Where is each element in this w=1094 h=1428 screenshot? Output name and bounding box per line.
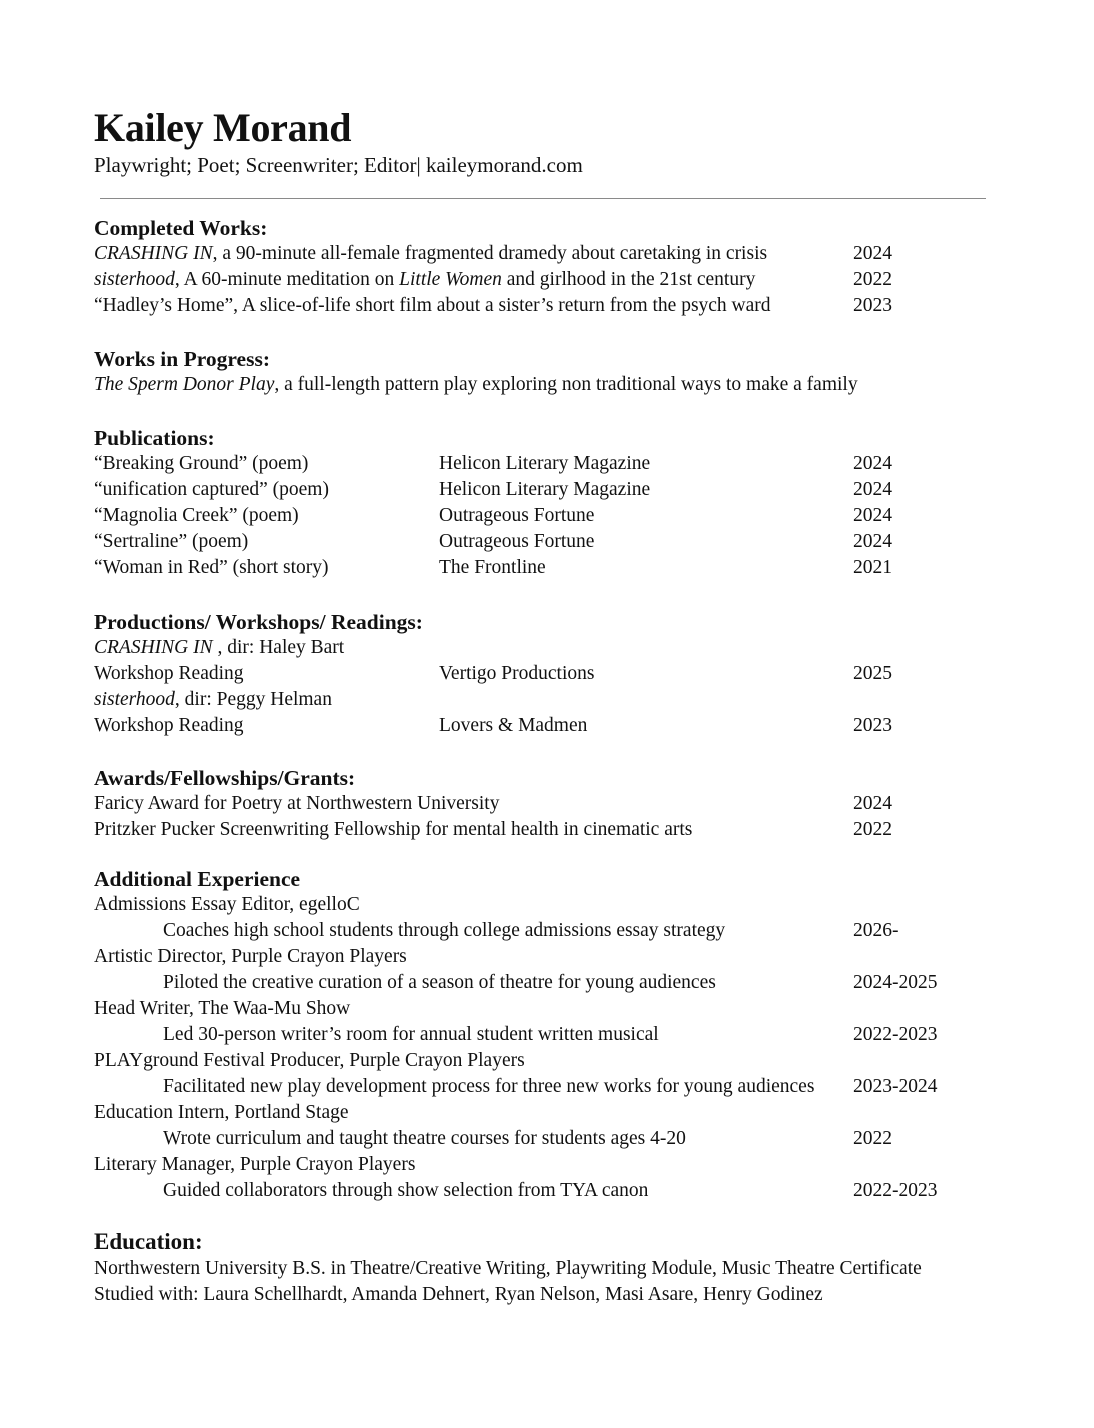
role-title: Artistic Director, Purple Crayon Players [94, 946, 407, 967]
role-description: Led 30-person writer’s room for annual student written musical [163, 1024, 659, 1045]
production-title: sisterhood [94, 689, 175, 710]
work-title: sisterhood [94, 269, 175, 290]
production-detail-row [94, 661, 974, 687]
publication-year: 2024 [853, 505, 892, 526]
publication-item [94, 529, 974, 555]
experience-detail [94, 1178, 974, 1204]
work-title: CRASHING IN [94, 243, 213, 264]
role-title: Literary Manager, Purple Crayon Players [94, 1154, 416, 1175]
education-teachers: Studied with: Laura Schellhardt, Amanda Dehnert, Ryan Nelson, Masi Asare, Henry Godinez [94, 1284, 823, 1305]
header-divider [100, 198, 986, 199]
production-director: , dir: Haley Bart [217, 637, 345, 658]
publication-year: 2024 [853, 453, 892, 474]
production-year: 2025 [853, 663, 892, 684]
publication-item [94, 503, 974, 529]
experience-role [94, 944, 974, 970]
experience-role [94, 1100, 974, 1126]
work-item [94, 293, 974, 319]
production-company: Vertigo Productions [439, 663, 595, 684]
productions-section [94, 609, 974, 739]
section-heading: Education: [94, 1229, 203, 1254]
production-type: Workshop Reading [94, 715, 244, 736]
publication-title: “Magnolia Creek” (poem) [94, 505, 299, 526]
role-title: Education Intern, Portland Stage [94, 1102, 349, 1123]
production-year: 2023 [853, 715, 892, 736]
award-item [94, 817, 974, 843]
education-line [94, 1282, 974, 1308]
production-title-row [94, 687, 974, 713]
experience-detail [94, 918, 974, 944]
work-item [94, 267, 974, 293]
section-heading: Publications: [94, 426, 215, 450]
role-title: Admissions Essay Editor, egelloC [94, 894, 360, 915]
publication-venue: Helicon Literary Magazine [439, 453, 651, 474]
work-year: 2023 [853, 295, 892, 316]
work-description: “Hadley’s Home”, A slice-of-life short film about a sister’s return from the psych ward [94, 295, 771, 316]
section-heading: Works in Progress: [94, 347, 270, 371]
resume-name: Kailey Morand [94, 105, 352, 150]
role-title: Head Writer, The Waa-Mu Show [94, 998, 351, 1019]
work-year: 2022 [853, 269, 892, 290]
publication-venue: Outrageous Fortune [439, 505, 595, 526]
award-year: 2024 [853, 793, 892, 814]
production-director: , dir: Peggy Helman [174, 689, 332, 710]
award-name: Pritzker Pucker Screenwriting Fellowship for mental health in cinematic arts [94, 819, 693, 840]
publication-title: “Breaking Ground” (poem) [94, 453, 309, 474]
role-years: 2022-2023 [853, 1180, 938, 1201]
role-title: PLAYground Festival Producer, Purple Crayon Players [94, 1050, 525, 1071]
education-line [94, 1256, 974, 1282]
experience-section [94, 866, 974, 1204]
award-item [94, 791, 974, 817]
publication-title: “Sertraline” (poem) [94, 531, 249, 552]
publication-venue: Helicon Literary Magazine [439, 479, 651, 500]
publication-venue: The Frontline [439, 557, 546, 578]
award-name: Faricy Award for Poetry at Northwestern University [94, 793, 500, 814]
role-years: 2023-2024 [853, 1076, 938, 1097]
award-year: 2022 [853, 819, 892, 840]
work-description: and girlhood in the 21st century [501, 269, 756, 290]
experience-role [94, 1048, 974, 1074]
experience-detail [94, 1126, 974, 1152]
resume-subtitle: Playwright; Poet; Screenwriter; Editor| kaileymorand.com [94, 153, 583, 177]
role-description: Coaches high school students through college admissions essay strategy [163, 920, 726, 941]
experience-detail [94, 970, 974, 996]
publication-year: 2024 [853, 479, 892, 500]
production-title: CRASHING IN [94, 637, 218, 658]
education-degree: Northwestern University B.S. in Theatre/Creative Writing, Playwriting Module, Music Theatre Certificate [94, 1258, 922, 1279]
publication-venue: Outrageous Fortune [439, 531, 595, 552]
role-description: Facilitated new play development process for three new works for young audiences [163, 1076, 815, 1097]
publication-title: “Woman in Red” (short story) [94, 557, 329, 578]
section-heading: Awards/Fellowships/Grants: [94, 766, 356, 790]
work-description: , a full-length pattern play exploring non traditional ways to make a family [274, 374, 858, 395]
publications-section [94, 425, 974, 581]
production-detail-row [94, 713, 974, 739]
completed-works-section [94, 215, 974, 319]
work-description: , A 60-minute meditation on [174, 269, 400, 290]
publication-year: 2021 [853, 557, 892, 578]
work-description: , a 90-minute all-female fragmented dramedy about caretaking in crisis [212, 243, 768, 264]
work-title: The Sperm Donor Play [94, 374, 275, 395]
experience-detail [94, 1074, 974, 1100]
publication-item [94, 451, 974, 477]
production-title-row [94, 635, 974, 661]
production-company: Lovers & Madmen [439, 715, 588, 736]
experience-role [94, 1152, 974, 1178]
education-section [94, 1228, 974, 1308]
role-years: 2022-2023 [853, 1024, 938, 1045]
section-heading: Completed Works: [94, 216, 268, 240]
work-item [94, 241, 974, 267]
role-years: 2022 [853, 1128, 892, 1149]
experience-role [94, 892, 974, 918]
section-heading: Productions/ Workshops/ Readings: [94, 610, 423, 634]
awards-section [94, 765, 974, 843]
work-year: 2024 [853, 243, 892, 264]
publication-item [94, 477, 974, 503]
publication-title: “unification captured” (poem) [94, 479, 329, 500]
role-description: Guided collaborators through show selection from TYA canon [163, 1180, 649, 1201]
experience-detail [94, 1022, 974, 1048]
role-description: Wrote curriculum and taught theatre courses for students ages 4-20 [163, 1128, 686, 1149]
work-reference: Little Women [399, 269, 502, 290]
work-item [94, 372, 974, 398]
works-in-progress-section [94, 346, 974, 398]
section-heading: Additional Experience [94, 867, 301, 891]
role-years: 2026- [853, 920, 899, 941]
publication-item [94, 555, 974, 581]
role-years: 2024-2025 [853, 972, 938, 993]
publication-year: 2024 [853, 531, 892, 552]
experience-role [94, 996, 974, 1022]
production-type: Workshop Reading [94, 663, 244, 684]
role-description: Piloted the creative curation of a season of theatre for young audiences [163, 972, 716, 993]
